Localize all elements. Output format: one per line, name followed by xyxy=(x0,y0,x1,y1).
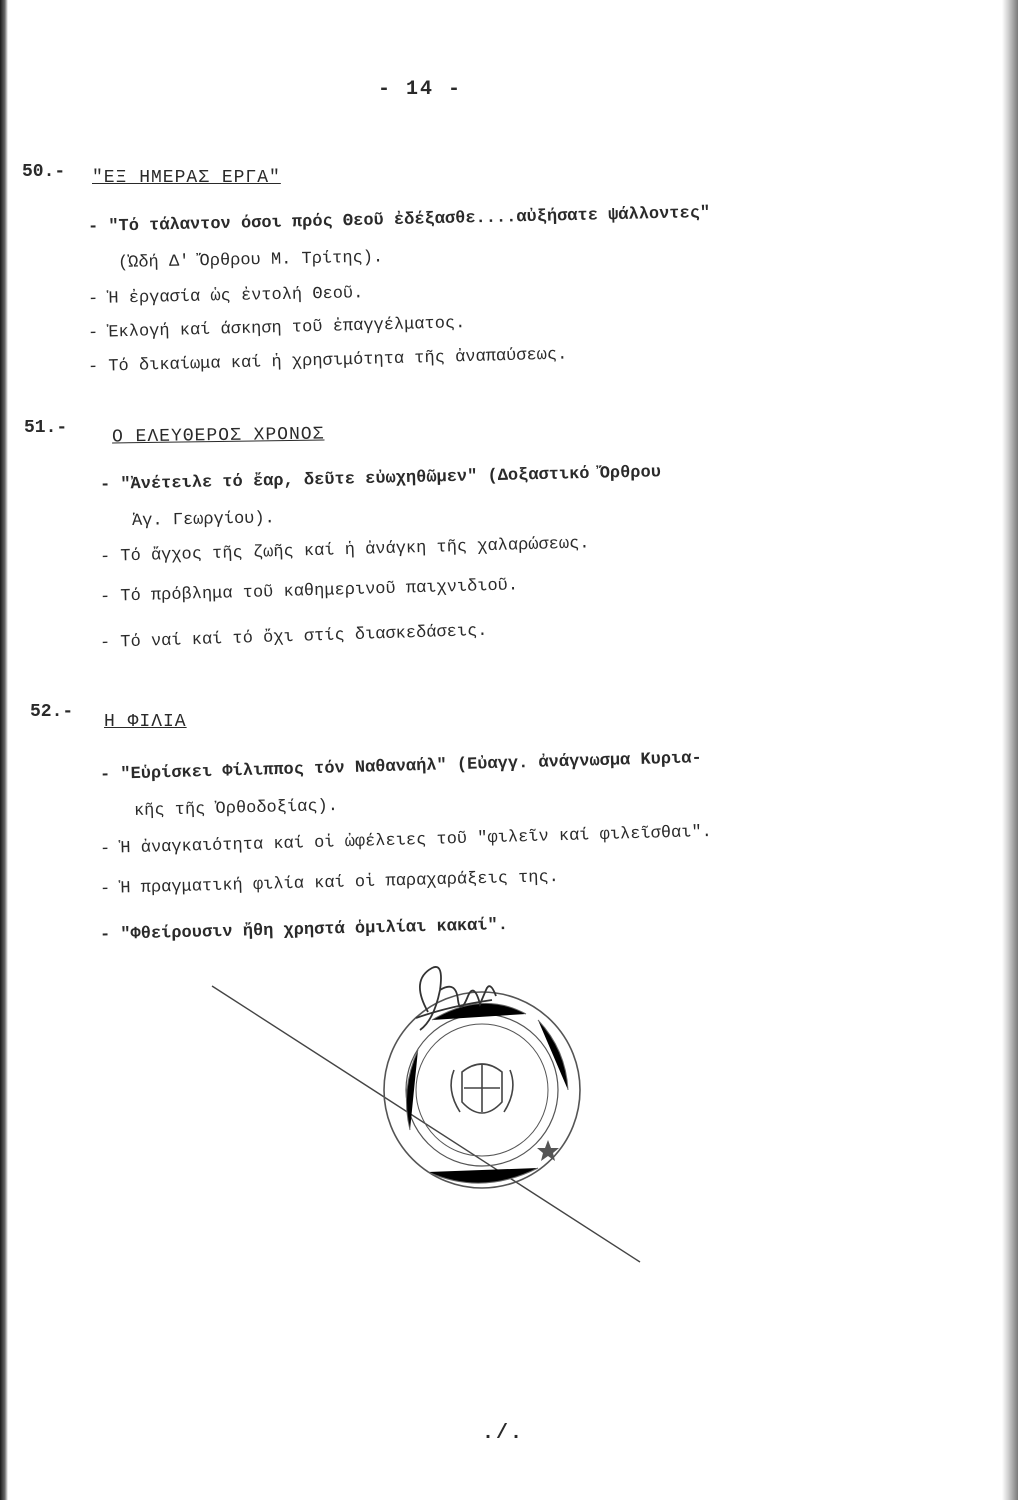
section-51-item-1: - "Ἀνέτειλε τό ἔαρ, δεῦτε εὐωχηθῶμεν" (Δοξαστικό Ὄρθρου xyxy=(99,463,662,495)
section-52-item-1: - "Εὑρίσκει Φίλιππος τόν Ναθαναήλ" (Εὐαγγ. ἀνάγνωσμα Κυρια- xyxy=(99,749,702,785)
continuation-mark: ./. xyxy=(482,1422,525,1445)
section-50-item-2: - Ἡ ἐργασία ὡς ἐντολή Θεοῦ. xyxy=(87,284,364,309)
section-52-item-2: - Ἡ ἀναγκαιότητα καί οἱ ὠφέλειες τοῦ "φιλεῖν καί φιλεῖσθαι". xyxy=(99,822,713,859)
section-50-item-4: - Τό δικαίωμα καί ἡ χρησιμότητα τῆς ἀναπαύσεως. xyxy=(87,345,568,377)
section-51-title: Ο ΕΛΕΥΘΕΡΟΣ ΧΡΟΝΟΣ xyxy=(111,424,325,448)
section-50-number: 50.- xyxy=(22,162,66,182)
section-51-item-2: - Τό ἄγχος τῆς ζωῆς καί ἡ ἀνάγκη τῆς χαλαρώσεως. xyxy=(99,534,590,567)
page-number: - 14 - xyxy=(378,78,463,101)
signature-icon xyxy=(416,967,496,1030)
section-50-item-1: - "Τό τάλαντον όσοι πρός Θεοῦ ἐδέξασθε....αὐξήσατε ψάλλοντες" xyxy=(87,203,711,237)
section-50-title: "ΕΞ ΗΜΕΡΑΣ ΕΡΓΑ" xyxy=(92,168,281,188)
section-51-item-4: - Τό ναί καί τό ὄχι στίς διασκεδάσεις. xyxy=(99,621,488,653)
section-52-item-4: - "Φθείρουσιν ἤθη χρηστά ὁμιλίαι κακαί". xyxy=(99,916,509,945)
section-51-item-3: - Τό πρόβλημα τοῦ καθημερινοῦ παιχνιδιοῦ. xyxy=(99,576,519,607)
official-seal xyxy=(370,960,590,1200)
section-51-item-1-cont: Ἁγ. Γεωργίου). xyxy=(131,509,275,531)
section-52-item-3: - Ἡ πραγματική φιλία καί οἱ παραχαράξεις της. xyxy=(99,867,560,899)
seal-star-icon xyxy=(537,1140,559,1161)
section-52-title: Η ΦΙΛΙΑ xyxy=(104,712,187,732)
seal-emblem xyxy=(451,1064,513,1113)
section-50-item-3: - Ἐκλογή καί άσκηση τοῦ ἐπαγγέλματος. xyxy=(87,314,466,343)
section-52-item-1-cont: κῆς τῆς Ὀρθοδοξίας). xyxy=(133,797,339,821)
section-51-number: 51.- xyxy=(24,418,68,438)
section-50-item-1-cont: (Ὠδή Δ' Ὄρθρου Μ. Τρίτης). xyxy=(117,248,384,273)
section-52-number: 52.- xyxy=(30,702,74,722)
